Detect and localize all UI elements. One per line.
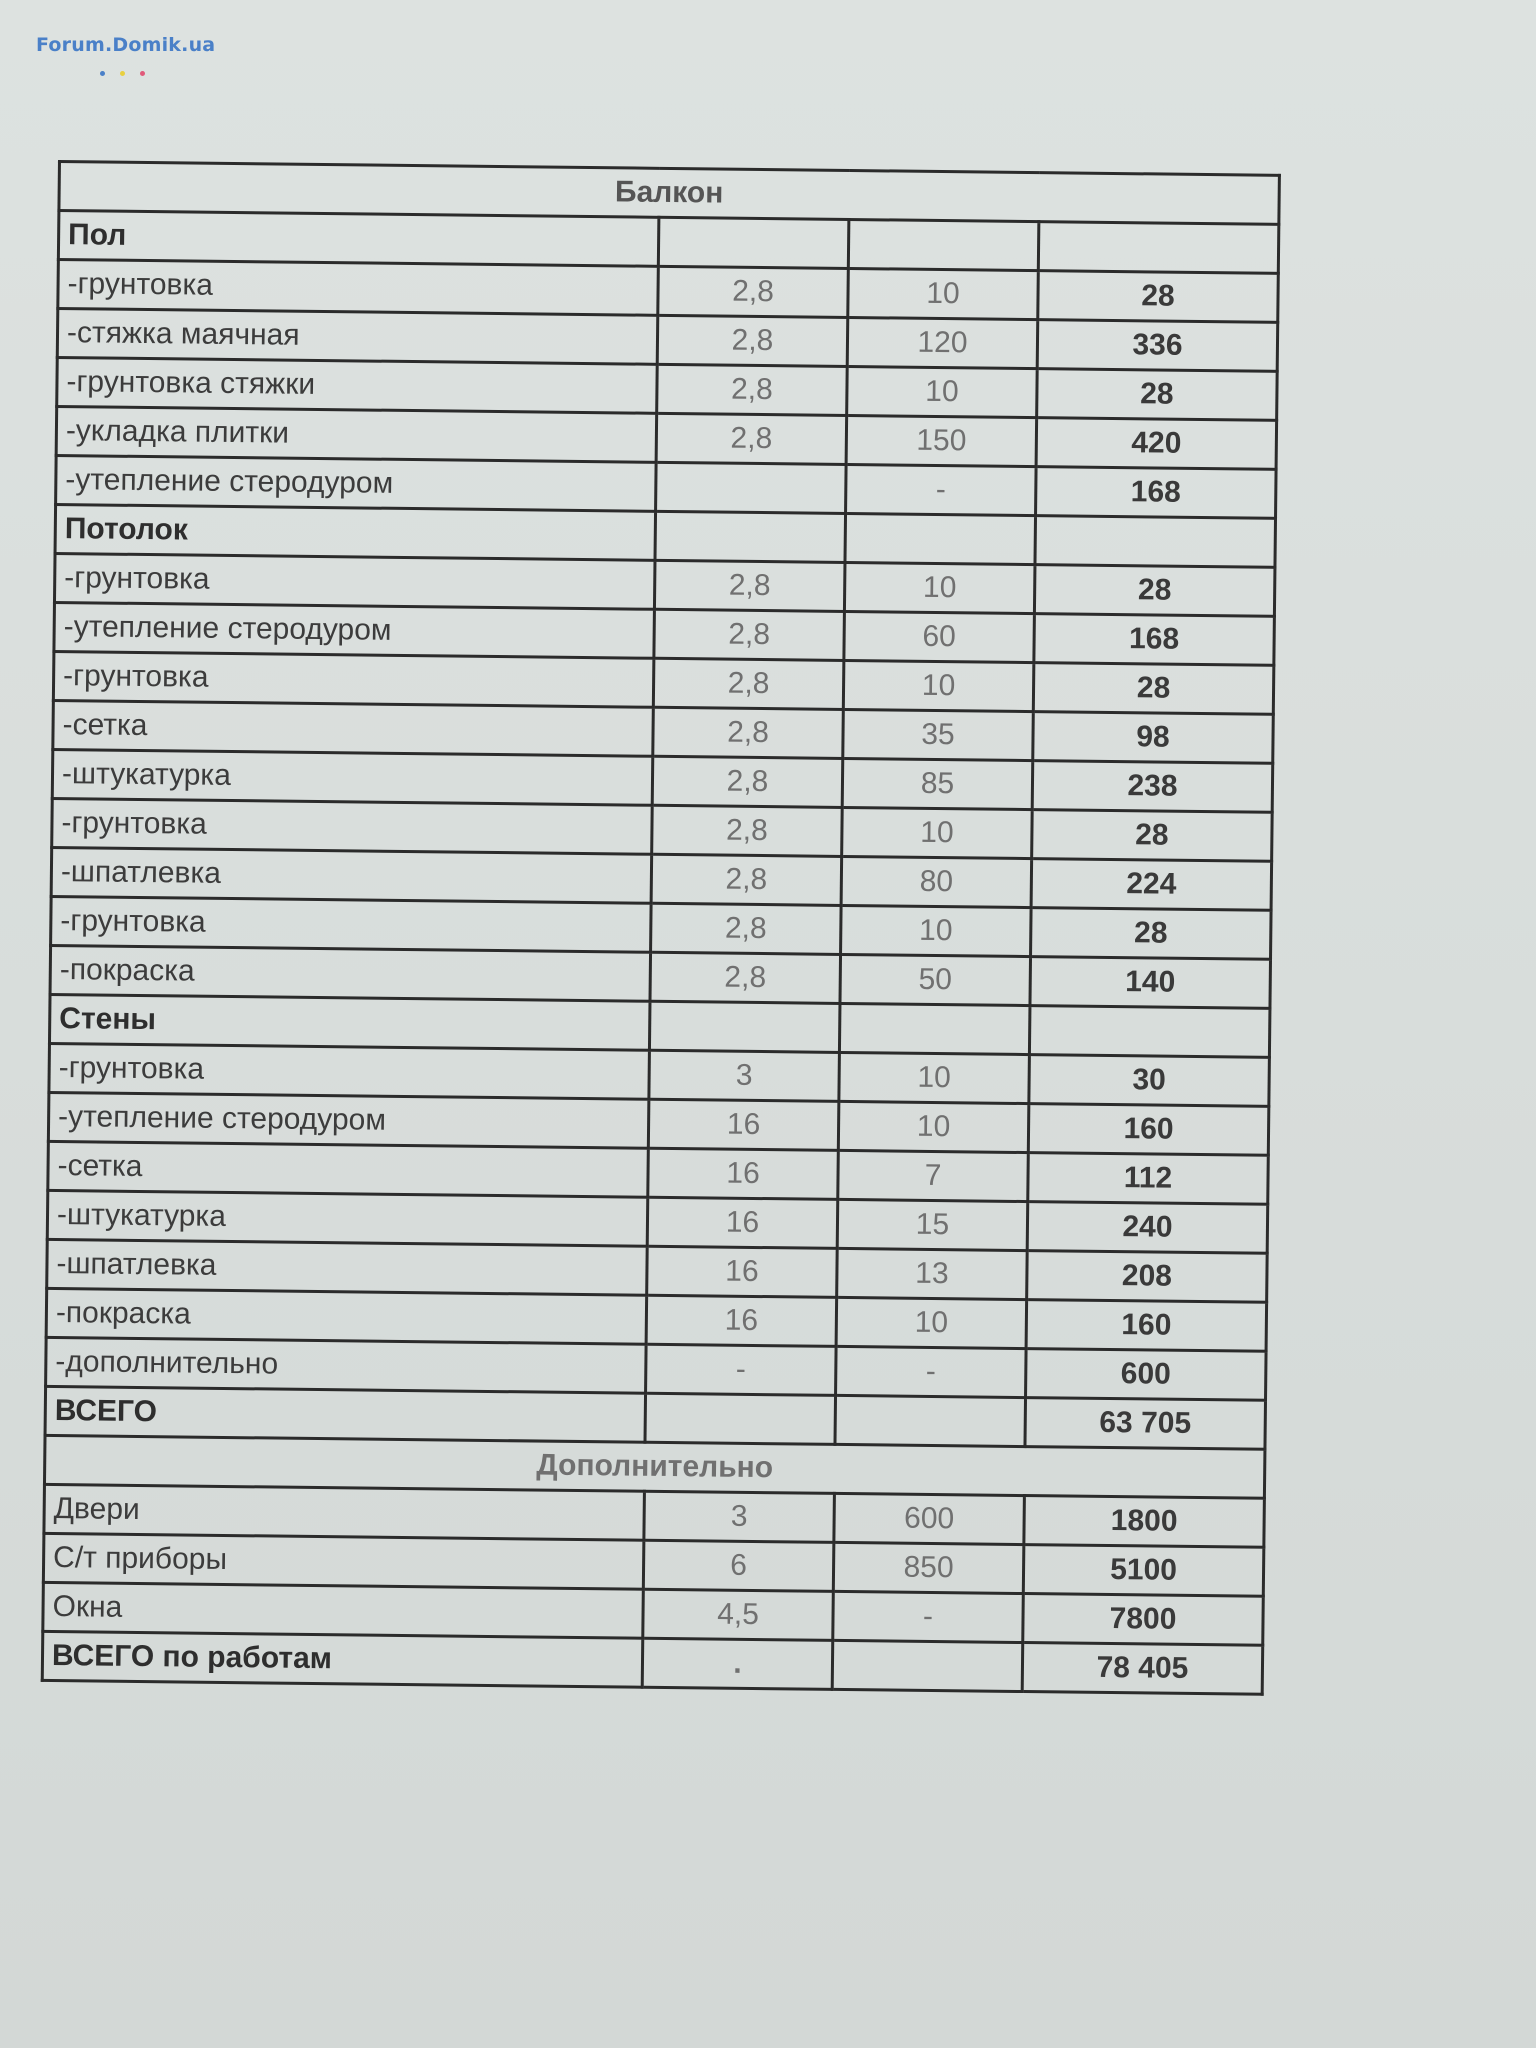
item-sum: 28 xyxy=(1034,565,1275,617)
item-price: 10 xyxy=(843,660,1034,711)
item-quantity: 2,8 xyxy=(651,903,842,954)
item-price: - xyxy=(833,1591,1024,1642)
item-name: -утепление стеродуром xyxy=(48,1092,649,1148)
item-price: 10 xyxy=(836,1297,1027,1348)
item-name: -шпатлевка xyxy=(51,847,652,903)
item-sum: 28 xyxy=(1037,369,1278,421)
item-name: -шпатлевка xyxy=(47,1239,648,1295)
item-sum: 7800 xyxy=(1023,1594,1264,1646)
item-name: -стяжка маячная xyxy=(57,309,658,365)
grand-total-mark: . xyxy=(642,1638,833,1689)
item-quantity: 3 xyxy=(649,1050,840,1101)
section-name: Стены xyxy=(49,994,650,1050)
item-sum: 160 xyxy=(1028,1104,1269,1156)
item-price: 10 xyxy=(847,366,1038,417)
item-quantity: 2,8 xyxy=(650,952,841,1003)
empty-cell xyxy=(848,219,1039,270)
item-price: 10 xyxy=(838,1101,1029,1152)
item-quantity: 2,8 xyxy=(654,560,845,611)
item-sum: 28 xyxy=(1033,663,1274,715)
item-name: -грунтовка xyxy=(53,651,654,707)
item-name: -утепление стеродуром xyxy=(56,455,657,511)
item-sum: 1800 xyxy=(1024,1496,1265,1548)
item-quantity: 2,8 xyxy=(653,707,844,758)
empty-cell xyxy=(658,217,849,268)
grand-total-sum: 78 405 xyxy=(1022,1643,1263,1695)
item-sum: 112 xyxy=(1028,1153,1269,1205)
item-quantity: 2,8 xyxy=(654,609,845,660)
item-sum: 208 xyxy=(1027,1251,1268,1303)
item-name: С/т приборы xyxy=(43,1533,644,1589)
item-sum: 336 xyxy=(1037,320,1278,372)
item-name: -штукатурка xyxy=(52,749,653,805)
item-name: -грунтовка xyxy=(49,1043,650,1099)
item-quantity: 3 xyxy=(644,1491,835,1542)
item-quantity: 2,8 xyxy=(657,315,848,366)
item-sum: 30 xyxy=(1029,1055,1270,1107)
item-quantity: 2,8 xyxy=(652,756,843,807)
item-quantity: 4,5 xyxy=(643,1589,834,1640)
item-price: 850 xyxy=(833,1542,1024,1593)
watermark-text: Forum.Domik.ua xyxy=(36,34,216,56)
empty-cell xyxy=(845,513,1036,564)
item-price: 80 xyxy=(841,856,1032,907)
item-price: 150 xyxy=(846,415,1037,466)
item-price: 10 xyxy=(848,268,1039,319)
item-price: 10 xyxy=(842,807,1033,858)
item-name: -сетка xyxy=(48,1141,649,1197)
item-name: -утепление стеродуром xyxy=(54,602,655,658)
watermark-dots xyxy=(100,59,170,65)
item-quantity: 16 xyxy=(647,1197,838,1248)
extra-title: Дополнительно xyxy=(44,1435,1264,1498)
item-sum: 168 xyxy=(1034,614,1275,666)
item-sum: 140 xyxy=(1030,957,1271,1009)
item-sum: 224 xyxy=(1031,859,1272,911)
item-price: 13 xyxy=(837,1248,1028,1299)
item-quantity xyxy=(656,462,847,513)
item-sum: 238 xyxy=(1032,761,1273,813)
item-quantity: - xyxy=(646,1344,837,1395)
item-price: 120 xyxy=(847,317,1038,368)
item-name: -грунтовка xyxy=(54,553,655,609)
empty-cell xyxy=(1038,222,1279,274)
section-name: Потолок xyxy=(55,504,656,560)
item-name: -штукатурка xyxy=(47,1190,648,1246)
item-quantity: 16 xyxy=(648,1148,839,1199)
grand-total-label: ВСЕГО по работам xyxy=(42,1631,643,1687)
item-name: -грунтовка стяжки xyxy=(57,358,658,414)
item-quantity: 16 xyxy=(648,1099,839,1150)
item-price: - xyxy=(836,1346,1027,1397)
total-label: ВСЕГО xyxy=(45,1386,646,1442)
empty-cell xyxy=(832,1640,1023,1691)
estimate-table xyxy=(41,160,1281,1696)
empty-cell xyxy=(645,1393,836,1444)
item-sum: 420 xyxy=(1036,418,1277,470)
item-sum: 240 xyxy=(1027,1202,1268,1254)
item-quantity: 2,8 xyxy=(652,805,843,856)
total-sum: 63 705 xyxy=(1025,1398,1266,1450)
item-price: 600 xyxy=(834,1493,1025,1544)
item-quantity: 2,8 xyxy=(651,854,842,905)
item-sum: 168 xyxy=(1036,467,1277,519)
item-quantity: 2,8 xyxy=(653,658,844,709)
item-sum: 5100 xyxy=(1023,1545,1264,1597)
estimate-sheet xyxy=(41,160,1278,1696)
item-name: -покраска xyxy=(46,1288,647,1344)
section-name: Пол xyxy=(58,211,659,267)
item-sum: 160 xyxy=(1026,1300,1267,1352)
item-quantity: 16 xyxy=(646,1295,837,1346)
empty-cell xyxy=(835,1395,1026,1446)
empty-cell xyxy=(649,1001,840,1052)
item-name: -грунтовка xyxy=(51,896,652,952)
item-sum: 28 xyxy=(1032,810,1273,862)
forum-watermark xyxy=(36,34,215,56)
item-quantity: 2,8 xyxy=(656,413,847,464)
item-name: -покраска xyxy=(50,945,651,1001)
empty-cell xyxy=(839,1003,1030,1054)
item-price: 85 xyxy=(842,758,1033,809)
table-title: Балкон xyxy=(59,162,1279,225)
item-name: -дополнительно xyxy=(46,1337,647,1393)
item-quantity: 6 xyxy=(643,1540,834,1591)
empty-cell xyxy=(1035,516,1276,568)
empty-cell xyxy=(655,511,846,562)
item-price: 35 xyxy=(843,709,1034,760)
item-quantity: 16 xyxy=(647,1246,838,1297)
item-name: -укладка плитки xyxy=(56,407,657,463)
item-name: -грунтовка xyxy=(58,260,659,316)
item-name: -сетка xyxy=(53,700,654,756)
item-sum: 600 xyxy=(1026,1349,1267,1401)
item-sum: 98 xyxy=(1033,712,1274,764)
item-sum: 28 xyxy=(1031,908,1272,960)
empty-cell xyxy=(1029,1006,1270,1058)
item-price: 15 xyxy=(837,1199,1028,1250)
item-price: - xyxy=(846,464,1037,515)
item-price: 60 xyxy=(844,611,1035,662)
item-sum: 28 xyxy=(1038,271,1279,323)
item-price: 10 xyxy=(844,562,1035,613)
item-name: Двери xyxy=(44,1484,645,1540)
item-quantity: 2,8 xyxy=(657,364,848,415)
item-name: -грунтовка xyxy=(52,798,653,854)
item-price: 7 xyxy=(838,1150,1029,1201)
item-quantity: 2,8 xyxy=(658,266,849,317)
item-price: 10 xyxy=(841,905,1032,956)
item-price: 10 xyxy=(839,1052,1030,1103)
item-name: Окна xyxy=(43,1582,644,1638)
item-price: 50 xyxy=(840,954,1031,1005)
